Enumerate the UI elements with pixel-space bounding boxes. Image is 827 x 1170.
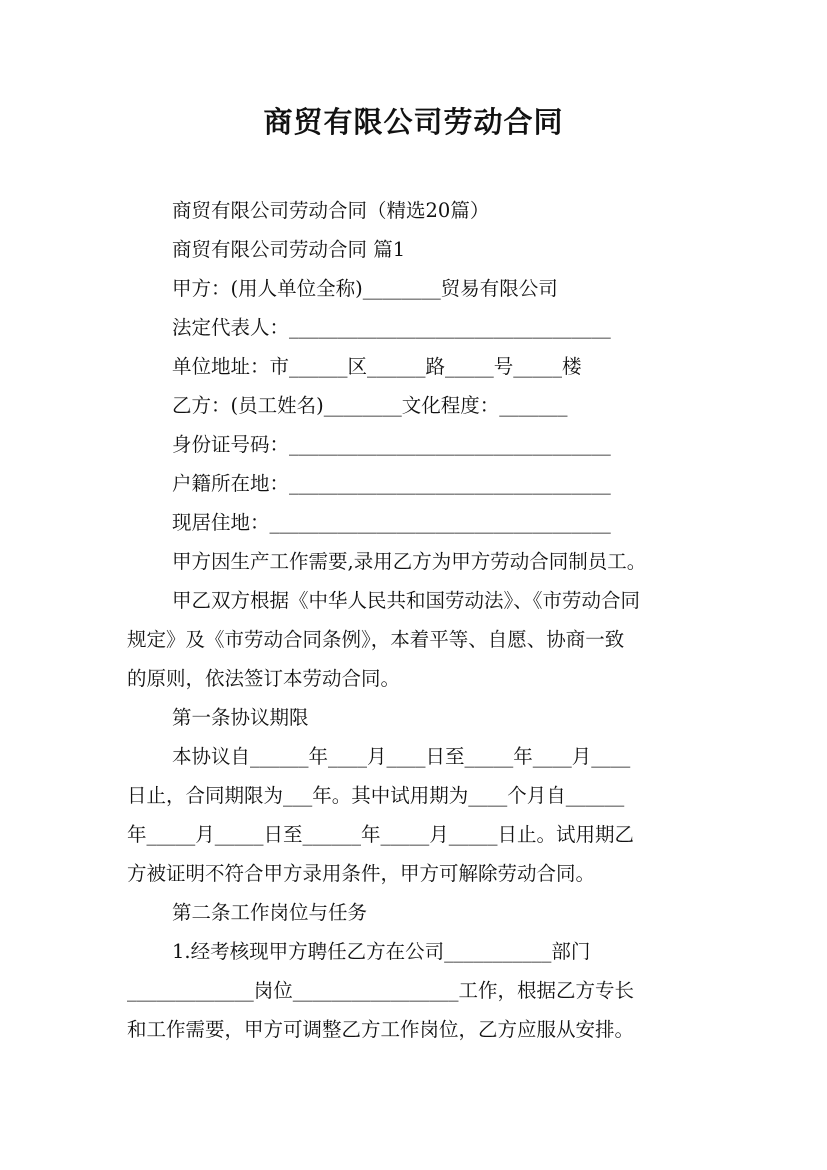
paragraph-line: 本协议自______年____月____日至_____年____月____ [172,745,631,768]
paragraph-line: 甲方因生产工作需要,录用乙方为甲方劳动合同制员工。 [172,550,647,573]
paragraph-line: 规定》及《市劳动合同条例》，本着平等、自愿、协商一致 [127,628,625,651]
current-address-line: 现居住地：___________________________________ [172,511,611,534]
paragraph-line: 和工作需要，甲方可调整乙方工作岗位，乙方应服从安排。 [127,1018,635,1041]
subtitle-line: 商贸有限公司劳动合同（精选20篇） [172,199,490,222]
legal-representative-line: 法定代表人：_________________________________ [172,316,611,339]
paragraph-line: 日止，合同期限为___年。其中试用期为____个月自______ [127,784,625,807]
paragraph-line: 年_____月_____日至______年_____月_____日止。试用期乙 [127,823,635,846]
paragraph-line: 甲乙双方根据《中华人民共和国劳动法》、《市劳动合同 [172,589,641,612]
paragraph-line: 1.经考核现甲方聘任乙方在公司___________部门 [172,940,591,963]
household-registration-line: 户籍所在地：_________________________________ [172,472,611,495]
article-heading-line: 第一条协议期限 [172,706,309,729]
party-b-line: 乙方：(员工姓名)________文化程度：_______ [172,394,568,417]
paragraph-line: 方被证明不符合甲方录用条件，甲方可解除劳动合同。 [127,862,596,885]
company-address-line: 单位地址：市______区______路_____号_____楼 [172,355,582,378]
id-number-line: 身份证号码：_________________________________ [172,433,611,456]
document-title: 商贸有限公司劳动合同 [263,105,564,139]
article-heading-line: 第二条工作岗位与任务 [172,901,368,924]
paragraph-line: 的原则，依法签订本劳动合同。 [127,667,401,690]
party-a-line: 甲方：(用人单位全称)________贸易有限公司 [172,277,558,300]
section-heading-line: 商贸有限公司劳动合同 篇1 [172,238,406,261]
paragraph-line: _____________岗位_________________工作，根据乙方专长 [127,979,635,1002]
